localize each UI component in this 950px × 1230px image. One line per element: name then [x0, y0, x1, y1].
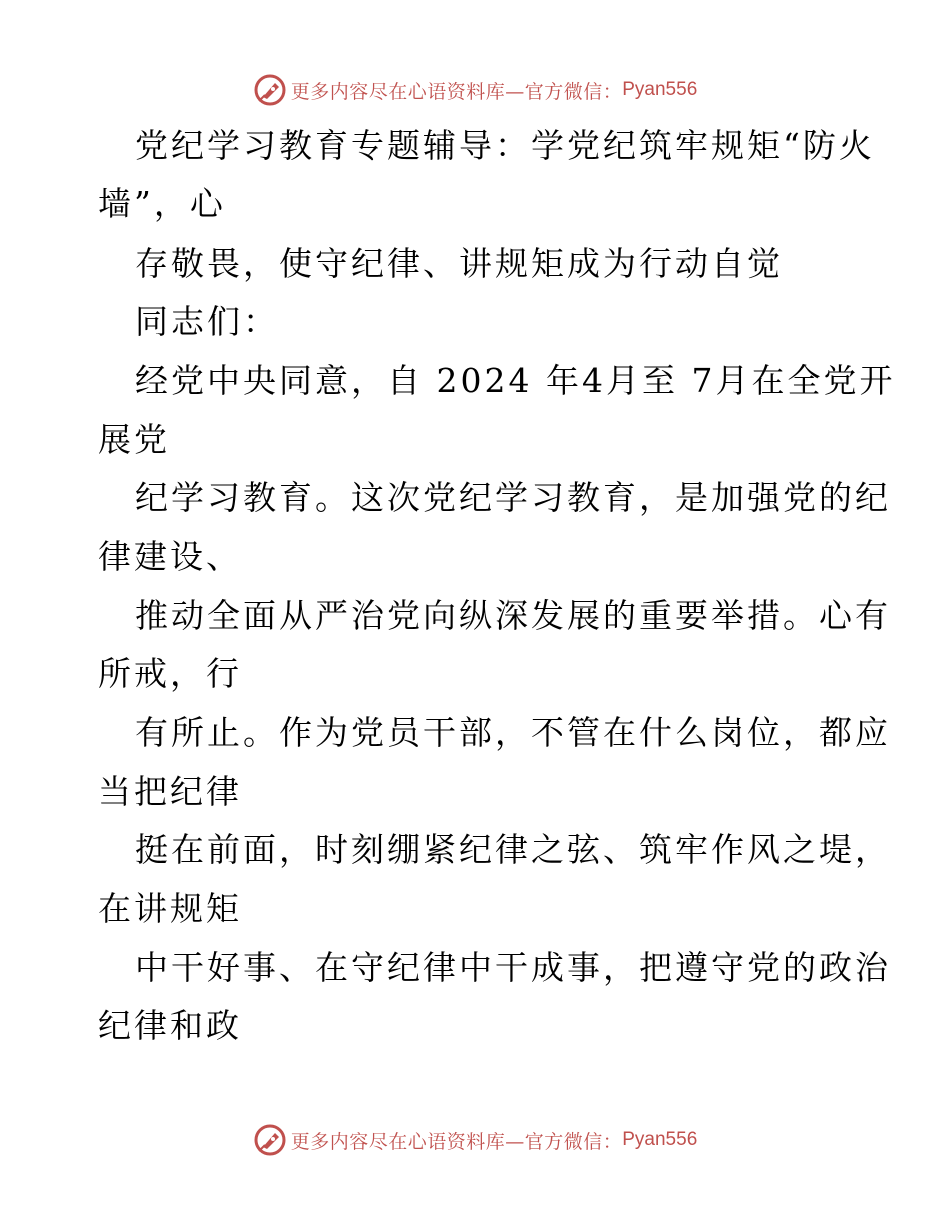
text-line: 在讲规矩 [98, 889, 242, 928]
text-line: 当把纪律 [98, 772, 242, 811]
text-line: 推动全面从严治党向纵深发展的重要举措。心有 [135, 596, 891, 635]
text-line: 同志们： [135, 302, 279, 341]
text-line: 墙”，心 [98, 184, 226, 223]
text-line: 有所止。作为党员干部，不管在什么岗位，都应 [135, 713, 891, 752]
banner-text: 更多内容尽在心语资料库—官方微信： [290, 1130, 623, 1153]
banner-wechat-id: Pyan556 [622, 1129, 698, 1150]
banner-wechat-id: Pyan556 [622, 79, 698, 100]
footer-banner [0, 1120, 950, 1160]
text-line: 纪学习教育。这次党纪学习教育，是加强党的纪 [135, 478, 891, 517]
text-line: 存敬畏，使守纪律、讲规矩成为行动自觉 [135, 244, 783, 283]
text-line: 律建设、 [98, 537, 242, 576]
text-line: 中干好事、在守纪律中干成事，把遵守党的政治 [135, 948, 891, 987]
pen-nib-logo-icon [253, 73, 287, 107]
text-line: 展党 [98, 420, 170, 459]
header-banner [0, 70, 950, 110]
text-line: 挺在前面，时刻绷紧纪律之弦、筑牢作风之堤， [135, 830, 891, 869]
text-line: 所戒，行 [98, 654, 242, 693]
text-line: 经党中央同意，自 2024 年4月至 7月在全党开 [135, 361, 896, 400]
banner-text: 更多内容尽在心语资料库—官方微信： [290, 80, 623, 103]
text-line: 党纪学习教育专题辅导：学党纪筑牢规矩“防火 [135, 126, 875, 165]
pen-nib-logo-icon [253, 1123, 287, 1157]
text-line: 纪律和政 [98, 1006, 242, 1045]
